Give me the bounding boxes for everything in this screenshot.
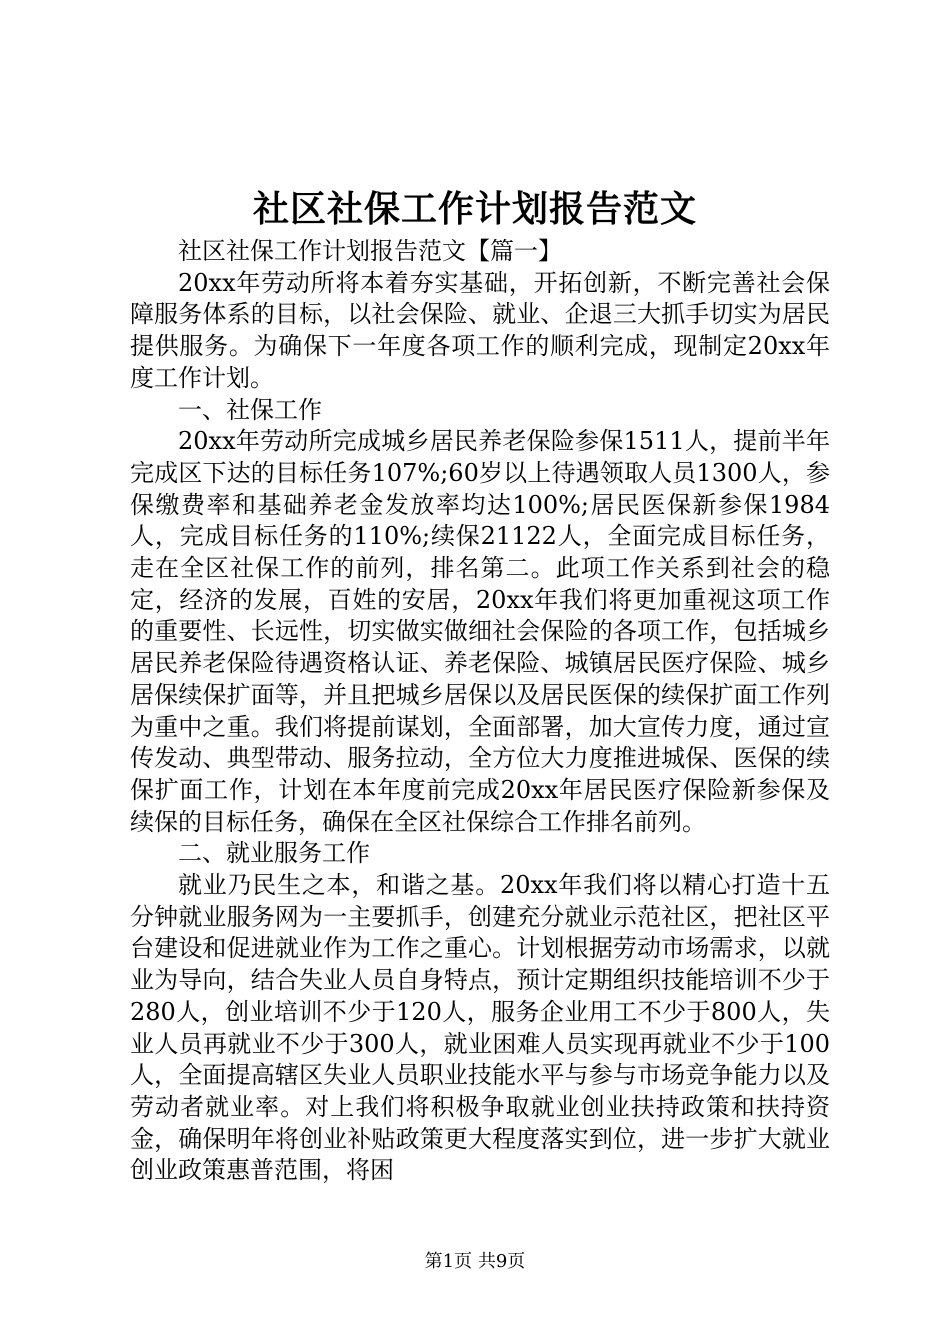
paragraph: 就业乃民生之本，和谐之基。20xx年我们将以精心打造十五分钟就业服务网为一主要抓手，创建充分就业示范社区，把社区平台建设和促进就业作为工作之重心。计划根据劳动市场需求，以就业为导向，结合失业人员自身特点，预计定期组织技能培训不少于280人，创业培训不少于120人，服务企业用工不少于800人，失业人员再就业不少于300人，就业困难人员实现再就业不少于100人，全面提高辖区失业人员职业技能水平与参与市场竞争能力以及劳动者就业率。对上我们将积极争取就业创业扶持政策和扶持资金，确保明年将创业补贴政策更大程度落实到位，进一步扩大就业创业政策惠普范围，将困	[130, 871, 830, 1185]
page-footer: 第1页 共9页	[424, 1251, 526, 1272]
section-heading: 二、就业服务工作	[178, 839, 370, 868]
paragraph: 20xx年劳动所完成城乡居民养老保险参保1511人，提前半年完成区下达的目标任务107%;60岁以上待遇领取人员1300人，参保缴费率和基础养老金发放率均达100%;居民医保新参保1984人，完成目标任务的110%;续保21122人，全面完成目标任务，走在全区社保工作的前列，排名第二。此项工作关系到社会的稳定，经济的发展，百姓的安居，20xx年我们将更加重视这项工作的重要性、长远性，切实做实做细社会保险的各项工作，包括城乡居民养老保险待遇资格认证、养老保险、城镇居民医疗保险、城乡居保续保扩面等，并且把城乡居保以及居民医保的续保扩面工作列为重中之重。我们将提前谋划，全面部署，加大宣传力度，通过宣传发动、典型带动、服务拉动，全方位大力度推进城保、医保的续保扩面工作，计划在本年度前完成20xx年居民医疗保险新参保及续保的目标任务，确保在全区社保综合工作排名前列。	[130, 427, 830, 836]
section-heading: 社区社保工作计划报告范文【篇一】	[178, 237, 562, 265]
section-heading: 一、社保工作	[178, 395, 322, 424]
paragraph: 20xx年劳动所将本着夯实基础，开拓创新，不断完善社会保障服务体系的目标，以社会保险、就业、企退三大抓手切实为居民提供服务。为确保下一年度各项工作的顺利完成，现制定20xx年度工作计划。	[130, 268, 830, 392]
document-title: 社区社保工作计划报告范文	[252, 188, 697, 230]
document-body	[130, 236, 830, 1187]
